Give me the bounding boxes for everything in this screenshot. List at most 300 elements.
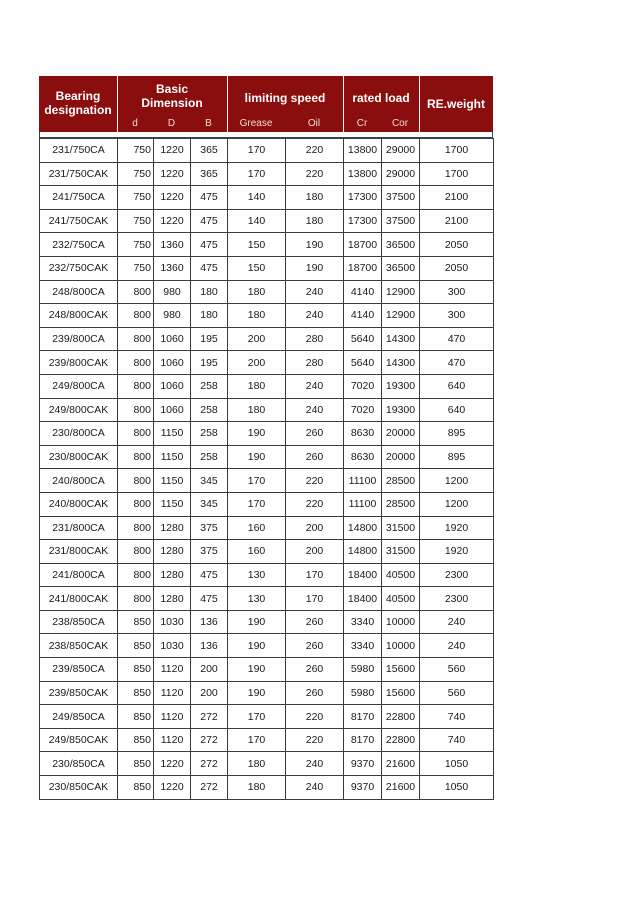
cell-cr: 9370 xyxy=(344,752,382,776)
cell-oil: 180 xyxy=(286,209,344,233)
cell-d: 850 xyxy=(118,776,154,800)
cell-cr: 17300 xyxy=(344,186,382,210)
cell-D: 1030 xyxy=(154,634,191,658)
cell-oil: 280 xyxy=(286,351,344,375)
cell-oil: 280 xyxy=(286,327,344,351)
cell-designation: 239/850CA xyxy=(40,658,118,682)
table-row xyxy=(40,186,494,210)
cell-cr: 11100 xyxy=(344,469,382,493)
cell-grease: 190 xyxy=(228,610,286,634)
cell-d: 800 xyxy=(118,516,154,540)
cell-B: 272 xyxy=(191,752,228,776)
cell-B: 375 xyxy=(191,516,228,540)
cell-cor: 10000 xyxy=(382,634,420,658)
cell-d: 800 xyxy=(118,422,154,446)
cell-cr: 4140 xyxy=(344,280,382,304)
cell-designation: 238/850CA xyxy=(40,610,118,634)
table-row xyxy=(40,422,494,446)
cell-D: 980 xyxy=(154,280,191,304)
cell-oil: 180 xyxy=(286,186,344,210)
header-basic-line1: Basic xyxy=(155,82,189,96)
cell-designation: 239/800CA xyxy=(40,327,118,351)
cell-B: 200 xyxy=(191,681,228,705)
cell-d: 800 xyxy=(118,540,154,564)
cell-D: 1060 xyxy=(154,398,191,422)
cell-d: 800 xyxy=(118,374,154,398)
table-row xyxy=(40,610,494,634)
cell-cr: 5980 xyxy=(344,658,382,682)
cell-d: 800 xyxy=(118,351,154,375)
cell-D: 1150 xyxy=(154,445,191,469)
table-row xyxy=(40,752,494,776)
cell-designation: 249/850CAK xyxy=(40,728,118,752)
cell-weight: 2100 xyxy=(420,186,494,210)
cell-grease: 190 xyxy=(228,658,286,682)
cell-grease: 170 xyxy=(228,492,286,516)
cell-D: 1120 xyxy=(154,658,191,682)
table-row xyxy=(40,374,494,398)
cell-grease: 170 xyxy=(228,469,286,493)
cell-B: 475 xyxy=(191,233,228,257)
cell-grease: 140 xyxy=(228,186,286,210)
cell-grease: 130 xyxy=(228,563,286,587)
cell-cr: 14800 xyxy=(344,540,382,564)
cell-grease: 180 xyxy=(228,752,286,776)
cell-D: 1060 xyxy=(154,351,191,375)
table-row xyxy=(40,658,494,682)
table-row xyxy=(40,233,494,257)
cell-D: 1220 xyxy=(154,162,191,186)
cell-grease: 170 xyxy=(228,162,286,186)
cell-cr: 7020 xyxy=(344,374,382,398)
cell-grease: 190 xyxy=(228,422,286,446)
cell-oil: 260 xyxy=(286,681,344,705)
cell-weight: 895 xyxy=(420,422,494,446)
cell-weight: 560 xyxy=(420,681,494,705)
cell-d: 800 xyxy=(118,469,154,493)
cell-grease: 140 xyxy=(228,209,286,233)
cell-designation: 239/800CAK xyxy=(40,351,118,375)
header-designation-line2: designation xyxy=(44,103,112,117)
cell-designation: 231/800CAK xyxy=(40,540,118,564)
cell-designation: 232/750CA xyxy=(40,233,118,257)
cell-cor: 29000 xyxy=(382,139,420,163)
cell-cor: 29000 xyxy=(382,162,420,186)
cell-grease: 190 xyxy=(228,634,286,658)
cell-D: 1220 xyxy=(154,209,191,233)
cell-designation: 231/750CAK xyxy=(40,162,118,186)
cell-grease: 180 xyxy=(228,280,286,304)
cell-cor: 37500 xyxy=(382,186,420,210)
cell-oil: 170 xyxy=(286,587,344,611)
cell-B: 272 xyxy=(191,705,228,729)
cell-oil: 220 xyxy=(286,469,344,493)
cell-D: 1220 xyxy=(154,139,191,163)
cell-B: 475 xyxy=(191,587,228,611)
cell-designation: 249/800CAK xyxy=(40,398,118,422)
table-row xyxy=(40,563,494,587)
cell-grease: 160 xyxy=(228,516,286,540)
cell-d: 750 xyxy=(118,233,154,257)
cell-cor: 31500 xyxy=(382,516,420,540)
cell-grease: 160 xyxy=(228,540,286,564)
cell-cor: 20000 xyxy=(382,445,420,469)
cell-designation: 240/800CA xyxy=(40,469,118,493)
cell-designation: 249/800CA xyxy=(40,374,118,398)
cell-cr: 3340 xyxy=(344,634,382,658)
cell-d: 800 xyxy=(118,327,154,351)
cell-d: 750 xyxy=(118,139,154,163)
header-basic-line2: Dimension xyxy=(141,96,203,110)
sub-cor: Cor xyxy=(391,117,409,129)
cell-cr: 5640 xyxy=(344,351,382,375)
cell-cr: 13800 xyxy=(344,139,382,163)
cell-B: 258 xyxy=(191,374,228,398)
cell-designation: 248/800CA xyxy=(40,280,118,304)
table-row xyxy=(40,445,494,469)
cell-D: 1150 xyxy=(154,492,191,516)
cell-cor: 37500 xyxy=(382,209,420,233)
cell-oil: 200 xyxy=(286,516,344,540)
table-row xyxy=(40,327,494,351)
cell-weight: 300 xyxy=(420,304,494,328)
cell-cr: 18700 xyxy=(344,256,382,280)
cell-B: 375 xyxy=(191,540,228,564)
table-row xyxy=(40,351,494,375)
cell-B: 345 xyxy=(191,469,228,493)
cell-weight: 300 xyxy=(420,280,494,304)
cell-grease: 180 xyxy=(228,398,286,422)
cell-weight: 1050 xyxy=(420,752,494,776)
table-row xyxy=(40,634,494,658)
cell-designation: 231/800CA xyxy=(40,516,118,540)
cell-oil: 260 xyxy=(286,422,344,446)
bearing-table xyxy=(39,138,494,800)
cell-oil: 220 xyxy=(286,728,344,752)
cell-grease: 180 xyxy=(228,304,286,328)
cell-oil: 260 xyxy=(286,634,344,658)
cell-d: 800 xyxy=(118,587,154,611)
cell-cor: 28500 xyxy=(382,469,420,493)
cell-B: 345 xyxy=(191,492,228,516)
cell-designation: 249/850CA xyxy=(40,705,118,729)
table-row xyxy=(40,139,494,163)
table-row xyxy=(40,280,494,304)
cell-B: 365 xyxy=(191,139,228,163)
cell-D: 1360 xyxy=(154,256,191,280)
cell-grease: 170 xyxy=(228,139,286,163)
cell-weight: 1200 xyxy=(420,469,494,493)
cell-grease: 180 xyxy=(228,776,286,800)
cell-D: 1220 xyxy=(154,752,191,776)
cell-B: 258 xyxy=(191,445,228,469)
sub-d: d xyxy=(132,117,138,129)
cell-D: 1060 xyxy=(154,374,191,398)
table-row xyxy=(40,304,494,328)
cell-weight: 740 xyxy=(420,728,494,752)
cell-d: 800 xyxy=(118,492,154,516)
cell-weight: 640 xyxy=(420,398,494,422)
cell-weight: 640 xyxy=(420,374,494,398)
cell-B: 136 xyxy=(191,610,228,634)
cell-cr: 3340 xyxy=(344,610,382,634)
cell-cor: 40500 xyxy=(382,563,420,587)
cell-grease: 130 xyxy=(228,587,286,611)
cell-cr: 18400 xyxy=(344,563,382,587)
cell-grease: 180 xyxy=(228,374,286,398)
cell-designation: 241/800CAK xyxy=(40,587,118,611)
cell-oil: 240 xyxy=(286,776,344,800)
cell-d: 750 xyxy=(118,162,154,186)
cell-cr: 11100 xyxy=(344,492,382,516)
cell-cor: 21600 xyxy=(382,776,420,800)
cell-oil: 220 xyxy=(286,705,344,729)
cell-weight: 1920 xyxy=(420,516,494,540)
cell-oil: 170 xyxy=(286,563,344,587)
cell-weight: 2300 xyxy=(420,587,494,611)
cell-B: 136 xyxy=(191,634,228,658)
cell-d: 800 xyxy=(118,445,154,469)
cell-grease: 170 xyxy=(228,728,286,752)
cell-designation: 241/750CAK xyxy=(40,209,118,233)
cell-d: 800 xyxy=(118,280,154,304)
cell-designation: 232/750CAK xyxy=(40,256,118,280)
table-row xyxy=(40,256,494,280)
cell-cr: 8630 xyxy=(344,422,382,446)
header-rated-load: rated load xyxy=(352,91,410,105)
cell-D: 1360 xyxy=(154,233,191,257)
cell-cor: 14300 xyxy=(382,327,420,351)
cell-cr: 8630 xyxy=(344,445,382,469)
table-row xyxy=(40,681,494,705)
cell-cor: 20000 xyxy=(382,422,420,446)
cell-D: 1150 xyxy=(154,422,191,446)
cell-D: 1220 xyxy=(154,776,191,800)
cell-oil: 240 xyxy=(286,304,344,328)
cell-d: 850 xyxy=(118,634,154,658)
cell-oil: 260 xyxy=(286,445,344,469)
cell-designation: 248/800CAK xyxy=(40,304,118,328)
cell-grease: 190 xyxy=(228,681,286,705)
cell-weight: 740 xyxy=(420,705,494,729)
cell-B: 475 xyxy=(191,563,228,587)
cell-cor: 15600 xyxy=(382,681,420,705)
cell-designation: 230/800CA xyxy=(40,422,118,446)
header-divider xyxy=(419,76,420,132)
cell-designation: 241/800CA xyxy=(40,563,118,587)
cell-B: 475 xyxy=(191,209,228,233)
table-row xyxy=(40,705,494,729)
cell-cor: 19300 xyxy=(382,374,420,398)
table-row xyxy=(40,469,494,493)
cell-d: 750 xyxy=(118,256,154,280)
header-divider xyxy=(343,76,344,132)
cell-D: 1280 xyxy=(154,563,191,587)
cell-cor: 15600 xyxy=(382,658,420,682)
cell-d: 850 xyxy=(118,610,154,634)
cell-grease: 190 xyxy=(228,445,286,469)
cell-cr: 17300 xyxy=(344,209,382,233)
table-row xyxy=(40,540,494,564)
cell-cor: 28500 xyxy=(382,492,420,516)
cell-d: 750 xyxy=(118,209,154,233)
cell-D: 1280 xyxy=(154,587,191,611)
cell-cr: 5640 xyxy=(344,327,382,351)
cell-weight: 1700 xyxy=(420,139,494,163)
cell-B: 195 xyxy=(191,327,228,351)
cell-cor: 40500 xyxy=(382,587,420,611)
cell-cor: 31500 xyxy=(382,540,420,564)
cell-cr: 8170 xyxy=(344,705,382,729)
cell-D: 1120 xyxy=(154,728,191,752)
cell-oil: 190 xyxy=(286,233,344,257)
cell-designation: 230/800CAK xyxy=(40,445,118,469)
cell-cr: 8170 xyxy=(344,728,382,752)
sub-D: D xyxy=(167,117,176,129)
cell-cor: 22800 xyxy=(382,728,420,752)
header-divider xyxy=(227,76,228,132)
cell-B: 258 xyxy=(191,398,228,422)
cell-designation: 238/850CAK xyxy=(40,634,118,658)
sub-B: B xyxy=(205,117,212,129)
cell-B: 258 xyxy=(191,422,228,446)
cell-D: 980 xyxy=(154,304,191,328)
cell-weight: 2300 xyxy=(420,563,494,587)
cell-d: 800 xyxy=(118,563,154,587)
cell-D: 1060 xyxy=(154,327,191,351)
header-limiting-speed: limiting speed xyxy=(244,91,326,105)
cell-oil: 240 xyxy=(286,398,344,422)
header-re-weight: RE.weight xyxy=(426,97,485,111)
table-row xyxy=(40,776,494,800)
cell-oil: 240 xyxy=(286,280,344,304)
cell-oil: 260 xyxy=(286,610,344,634)
cell-cr: 7020 xyxy=(344,398,382,422)
cell-B: 365 xyxy=(191,162,228,186)
cell-cor: 36500 xyxy=(382,233,420,257)
cell-grease: 170 xyxy=(228,705,286,729)
cell-weight: 2050 xyxy=(420,256,494,280)
cell-cr: 18400 xyxy=(344,587,382,611)
cell-weight: 2100 xyxy=(420,209,494,233)
cell-B: 180 xyxy=(191,280,228,304)
sub-grease: Grease xyxy=(239,117,273,129)
cell-d: 800 xyxy=(118,304,154,328)
cell-cor: 19300 xyxy=(382,398,420,422)
cell-B: 475 xyxy=(191,256,228,280)
cell-d: 800 xyxy=(118,398,154,422)
cell-cor: 14300 xyxy=(382,351,420,375)
cell-cr: 14800 xyxy=(344,516,382,540)
cell-cor: 22800 xyxy=(382,705,420,729)
cell-D: 1150 xyxy=(154,469,191,493)
cell-D: 1030 xyxy=(154,610,191,634)
cell-oil: 200 xyxy=(286,540,344,564)
cell-grease: 200 xyxy=(228,327,286,351)
cell-oil: 190 xyxy=(286,256,344,280)
cell-weight: 1920 xyxy=(420,540,494,564)
cell-D: 1120 xyxy=(154,681,191,705)
table-header xyxy=(39,76,493,132)
cell-weight: 1200 xyxy=(420,492,494,516)
cell-D: 1120 xyxy=(154,705,191,729)
table-row xyxy=(40,516,494,540)
table-row xyxy=(40,398,494,422)
cell-D: 1280 xyxy=(154,516,191,540)
cell-B: 272 xyxy=(191,776,228,800)
cell-B: 180 xyxy=(191,304,228,328)
cell-grease: 200 xyxy=(228,351,286,375)
cell-cor: 10000 xyxy=(382,610,420,634)
header-designation xyxy=(39,76,117,130)
table-row xyxy=(40,209,494,233)
cell-designation: 240/800CAK xyxy=(40,492,118,516)
cell-oil: 240 xyxy=(286,752,344,776)
cell-oil: 240 xyxy=(286,374,344,398)
table-row xyxy=(40,162,494,186)
cell-weight: 240 xyxy=(420,634,494,658)
cell-oil: 260 xyxy=(286,658,344,682)
cell-designation: 231/750CA xyxy=(40,139,118,163)
header-designation-line1: Bearing xyxy=(55,89,101,103)
cell-d: 850 xyxy=(118,681,154,705)
cell-cr: 13800 xyxy=(344,162,382,186)
cell-oil: 220 xyxy=(286,139,344,163)
cell-weight: 1050 xyxy=(420,776,494,800)
cell-weight: 560 xyxy=(420,658,494,682)
cell-d: 750 xyxy=(118,186,154,210)
cell-designation: 230/850CAK xyxy=(40,776,118,800)
header-basic-dimension xyxy=(117,76,227,116)
cell-d: 850 xyxy=(118,728,154,752)
cell-weight: 895 xyxy=(420,445,494,469)
cell-D: 1280 xyxy=(154,540,191,564)
cell-B: 195 xyxy=(191,351,228,375)
cell-weight: 240 xyxy=(420,610,494,634)
cell-B: 272 xyxy=(191,728,228,752)
cell-B: 200 xyxy=(191,658,228,682)
cell-cr: 18700 xyxy=(344,233,382,257)
cell-weight: 470 xyxy=(420,327,494,351)
cell-d: 850 xyxy=(118,752,154,776)
sub-cr: Cr xyxy=(356,117,368,129)
cell-B: 475 xyxy=(191,186,228,210)
table-row xyxy=(40,492,494,516)
cell-cor: 36500 xyxy=(382,256,420,280)
cell-D: 1220 xyxy=(154,186,191,210)
sub-oil: Oil xyxy=(307,117,321,129)
cell-weight: 2050 xyxy=(420,233,494,257)
cell-cr: 9370 xyxy=(344,776,382,800)
cell-designation: 241/750CA xyxy=(40,186,118,210)
cell-grease: 150 xyxy=(228,256,286,280)
cell-cr: 5980 xyxy=(344,681,382,705)
cell-weight: 470 xyxy=(420,351,494,375)
cell-cor: 12900 xyxy=(382,304,420,328)
cell-cr: 4140 xyxy=(344,304,382,328)
cell-d: 850 xyxy=(118,705,154,729)
cell-weight: 1700 xyxy=(420,162,494,186)
table-row xyxy=(40,728,494,752)
cell-designation: 230/850CA xyxy=(40,752,118,776)
cell-d: 850 xyxy=(118,658,154,682)
table-row xyxy=(40,587,494,611)
header-divider xyxy=(117,76,118,132)
cell-oil: 220 xyxy=(286,162,344,186)
cell-cor: 21600 xyxy=(382,752,420,776)
cell-grease: 150 xyxy=(228,233,286,257)
cell-cor: 12900 xyxy=(382,280,420,304)
